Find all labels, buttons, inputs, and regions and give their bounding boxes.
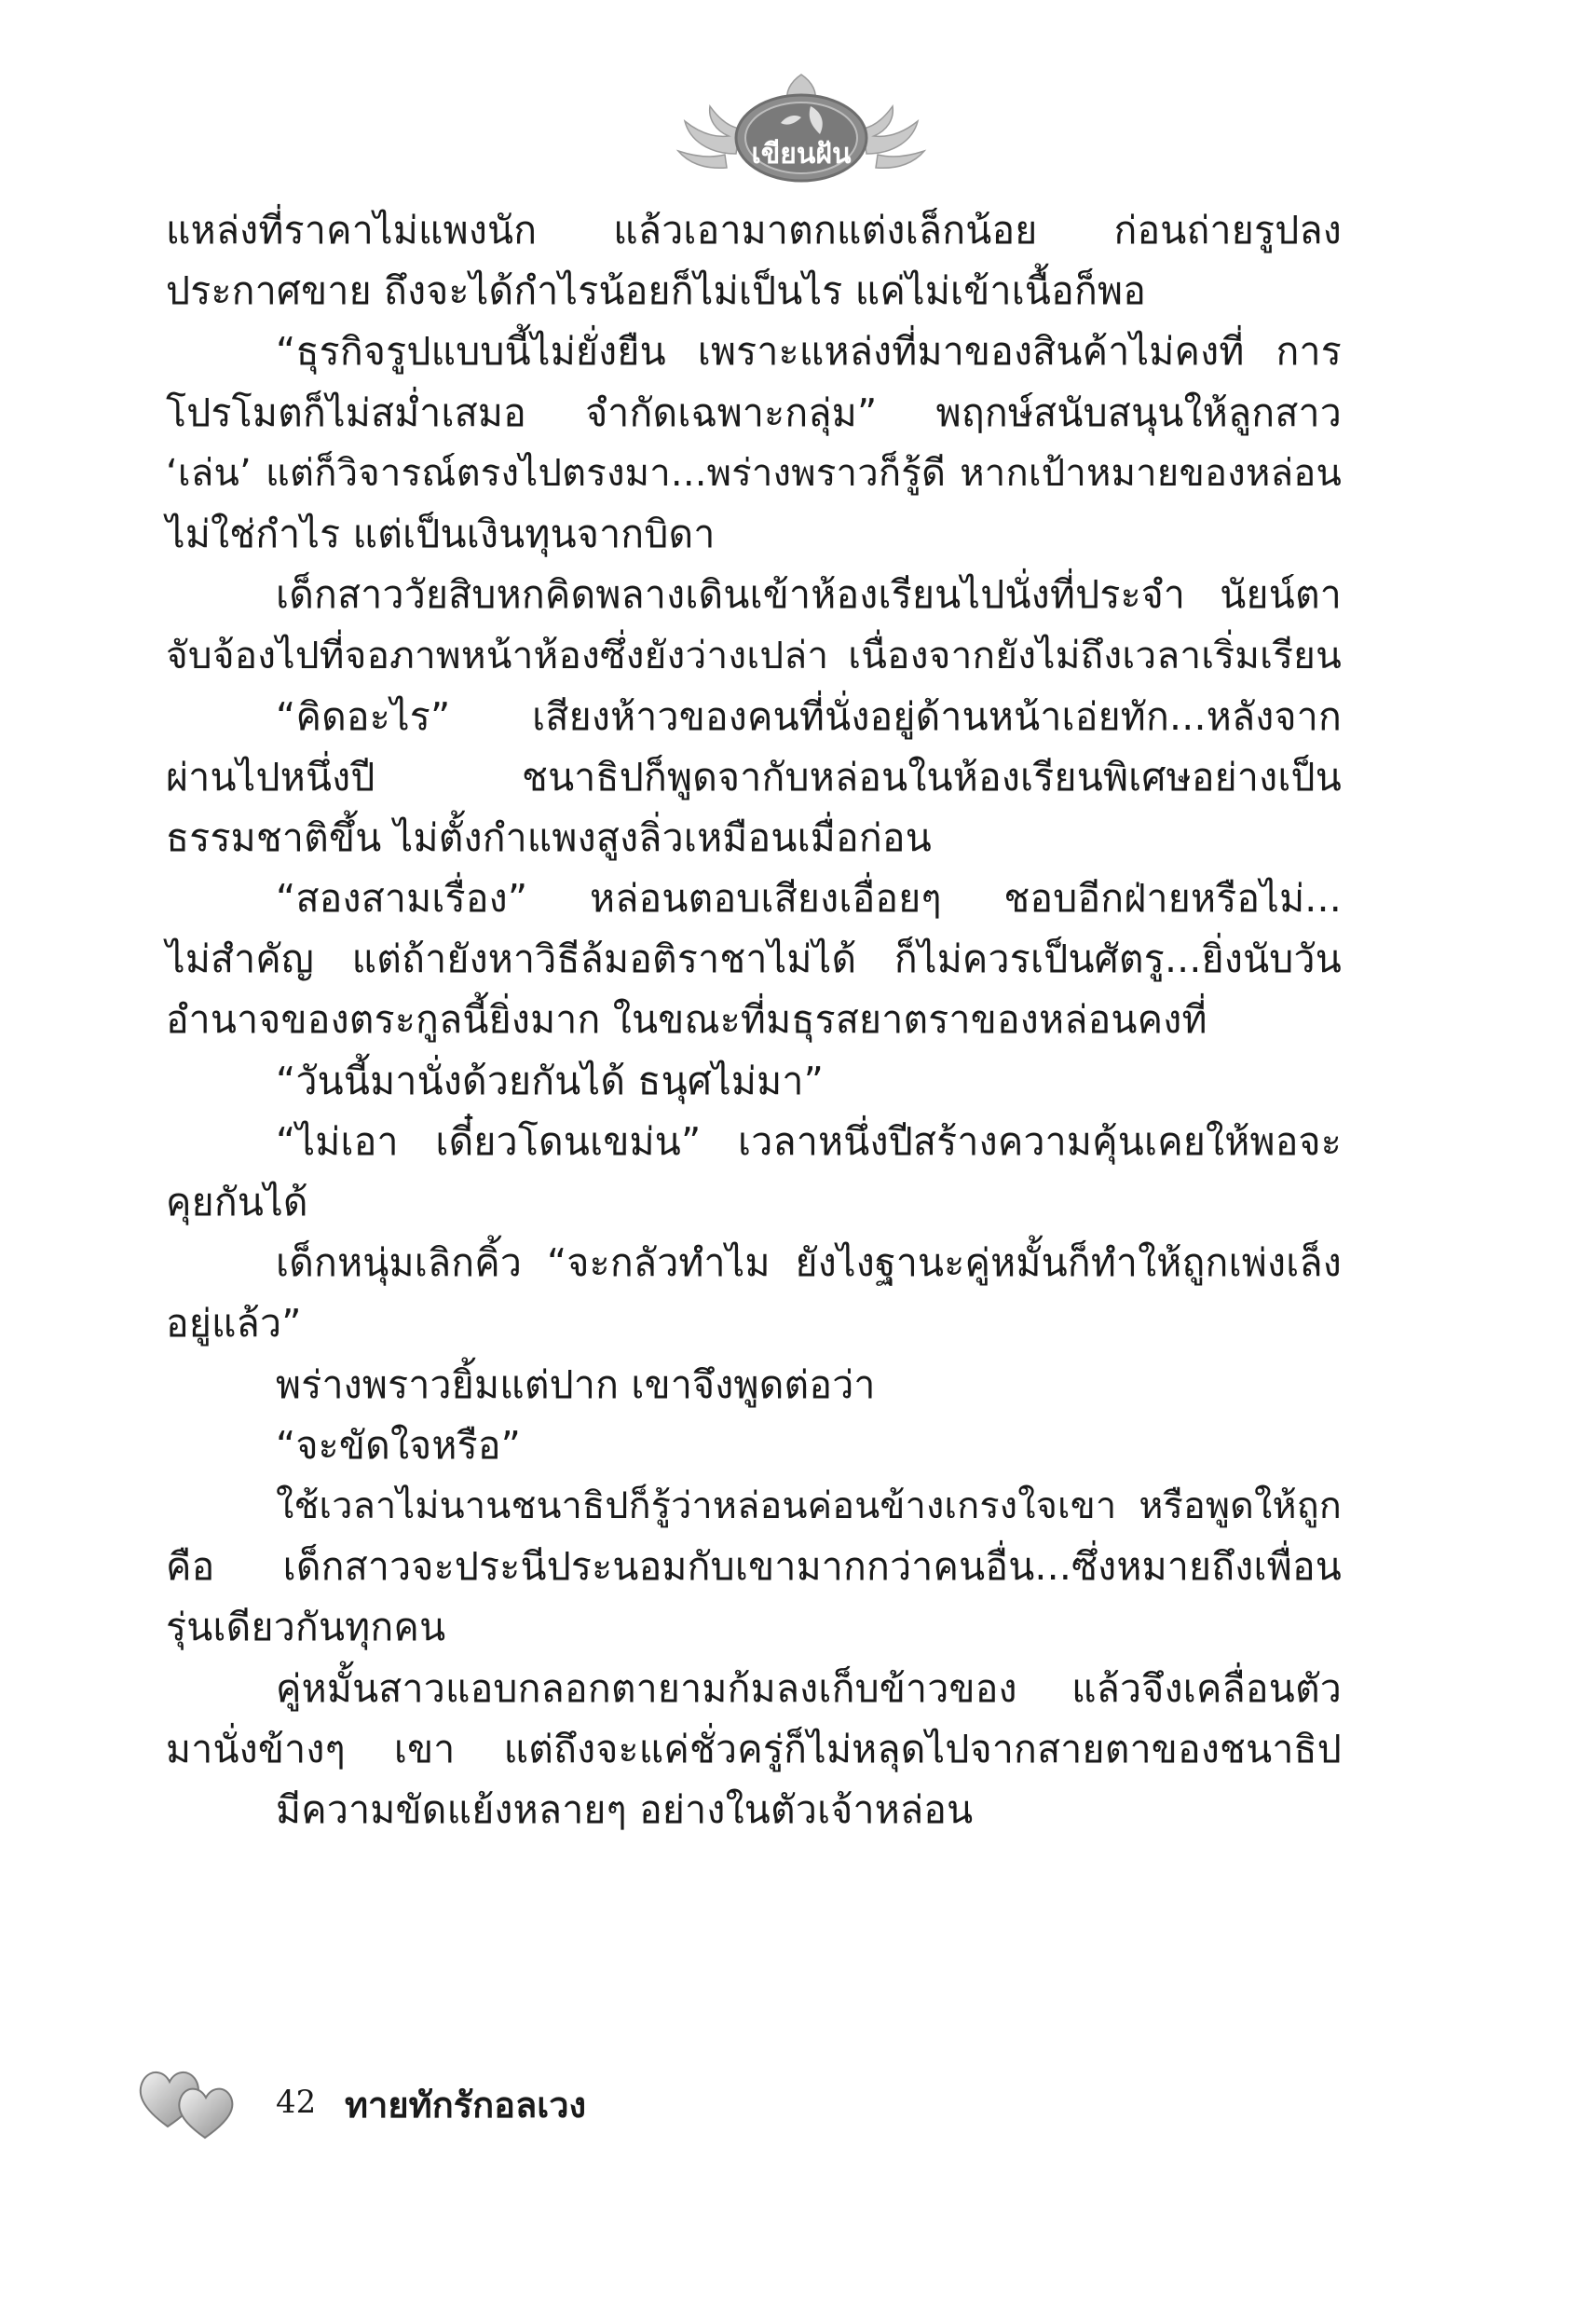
- text-line: ประกาศขาย ถึงจะได้กำไรน้อยก็ไม่เป็นไร แค่ไม่เข้าเนื้อก็พอ: [166, 268, 1147, 314]
- text-line: เด็กสาววัยสิบหกคิดพลางเดินเข้าห้องเรียนไปนั่งที่ประจำ นัยน์ตา: [276, 572, 1342, 618]
- book-title: ทายทักรักอลเวง: [345, 2085, 587, 2126]
- text-line: คือ เด็กสาวจะประนีประนอมกับเขามากกว่าคนอื่น...ซึ่งหมายถึงเพื่อน: [166, 1544, 1342, 1590]
- text-line: โปรโมตก็ไม่สม่ำเสมอ จำกัดเฉพาะกลุ่ม” พฤกษ์สนับสนุนให้ลูกสาว: [166, 390, 1342, 435]
- publisher-logo: [671, 65, 932, 186]
- text-line: พร่างพราวยิ้มแต่ปาก เขาจึงพูดต่อว่า: [276, 1361, 876, 1407]
- text-line: “วันนี้มานั่งด้วยกันได้ ธนุศไม่มา”: [276, 1058, 825, 1103]
- text-line: ใช้เวลาไม่นานชนาธิปก็รู้ว่าหล่อนค่อนข้างเกรงใจเขา หรือพูดให้ถูก: [276, 1484, 1342, 1527]
- text-line: จับจ้องไปที่จอภาพหน้าห้องซึ่งยังว่างเปล่า เนื่องจากยังไม่ถึงเวลาเริ่มเรียน: [166, 633, 1342, 678]
- hearts-icon: [132, 2059, 244, 2143]
- text-line: “สองสามเรื่อง” หล่อนตอบเสียงเอื่อยๆ ชอบอีกฝ่ายหรือไม่...: [276, 876, 1342, 922]
- text-line: ไม่สำคัญ แต่ถ้ายังหาวิธีล้มอติราชาไม่ได้ ก็ไม่ควรเป็นศัตรู...ยิ่งนับวัน: [166, 937, 1342, 982]
- text-line: เด็กหนุ่มเลิกคิ้ว “จะกลัวทำไม ยังไงฐานะคู่หมั้นก็ทำให้ถูกเพ่งเล็ง: [276, 1240, 1342, 1286]
- text-line: “ไม่เอา เดี๋ยวโดนเขม่น” เวลาหนึ่งปีสร้างความคุ้นเคยให้พอจะ: [276, 1118, 1342, 1164]
- text-line: ‘เล่น’ แต่ก็วิจารณ์ตรงไปตรงมา...พร่างพราวก็รู้ดี หากเป้าหมายของหล่อน: [166, 451, 1342, 495]
- text-line: ธรรมชาติขึ้น ไม่ตั้งกำแพงสูงลิ่วเหมือนเมื่อก่อน: [166, 814, 932, 860]
- text-line: มีความขัดแย้งหลายๆ อย่างในตัวเจ้าหล่อน: [276, 1786, 974, 1832]
- text-line: อำนาจของตระกูลนี้ยิ่งมาก ในขณะที่มธุรสยาตราของหล่อนคงที่: [166, 997, 1207, 1043]
- page-number: 42: [276, 2084, 317, 2121]
- text-line: “ธุรกิจรูปแบบนี้ไม่ยั่งยืน เพราะแหล่งที่มาของสินค้าไม่คงที่ การ: [276, 329, 1342, 375]
- text-line: ผ่านไปหนึ่งปี ชนาธิปก็พูดจากับหล่อนในห้องเรียนพิเศษอย่างเป็น: [166, 754, 1342, 800]
- text-line: อยู่แล้ว”: [166, 1301, 302, 1347]
- logo-text: เขียนฝัน: [751, 138, 852, 171]
- text-line: ไม่ใช่กำไร แต่เป็นเงินทุนจากบิดา: [166, 511, 716, 556]
- text-line: มานั่งข้างๆ เขา แต่ถึงจะแค่ชั่วครู่ก็ไม่หลุดไปจากสายตาของชนาธิป: [166, 1726, 1342, 1771]
- text-line: คุยกันได้: [166, 1180, 308, 1224]
- text-line: “คิดอะไร” เสียงห้าวของคนที่นั่งอยู่ด้านหน้าเอ่ยทัก...หลังจาก: [276, 693, 1342, 739]
- text-line: “จะขัดใจหรือ”: [276, 1422, 522, 1468]
- text-line: คู่หมั้นสาวแอบกลอกตายามก้มลงเก็บข้าวของ แล้วจึงเคลื่อนตัว: [276, 1665, 1342, 1711]
- body-text: [166, 200, 1342, 1840]
- text-line: รุ่นเดียวกันทุกคน: [166, 1605, 446, 1650]
- text-line: แหล่งที่ราคาไม่แพงนัก แล้วเอามาตกแต่งเล็กน้อย ก่อนถ่ายรูปลง: [166, 208, 1342, 253]
